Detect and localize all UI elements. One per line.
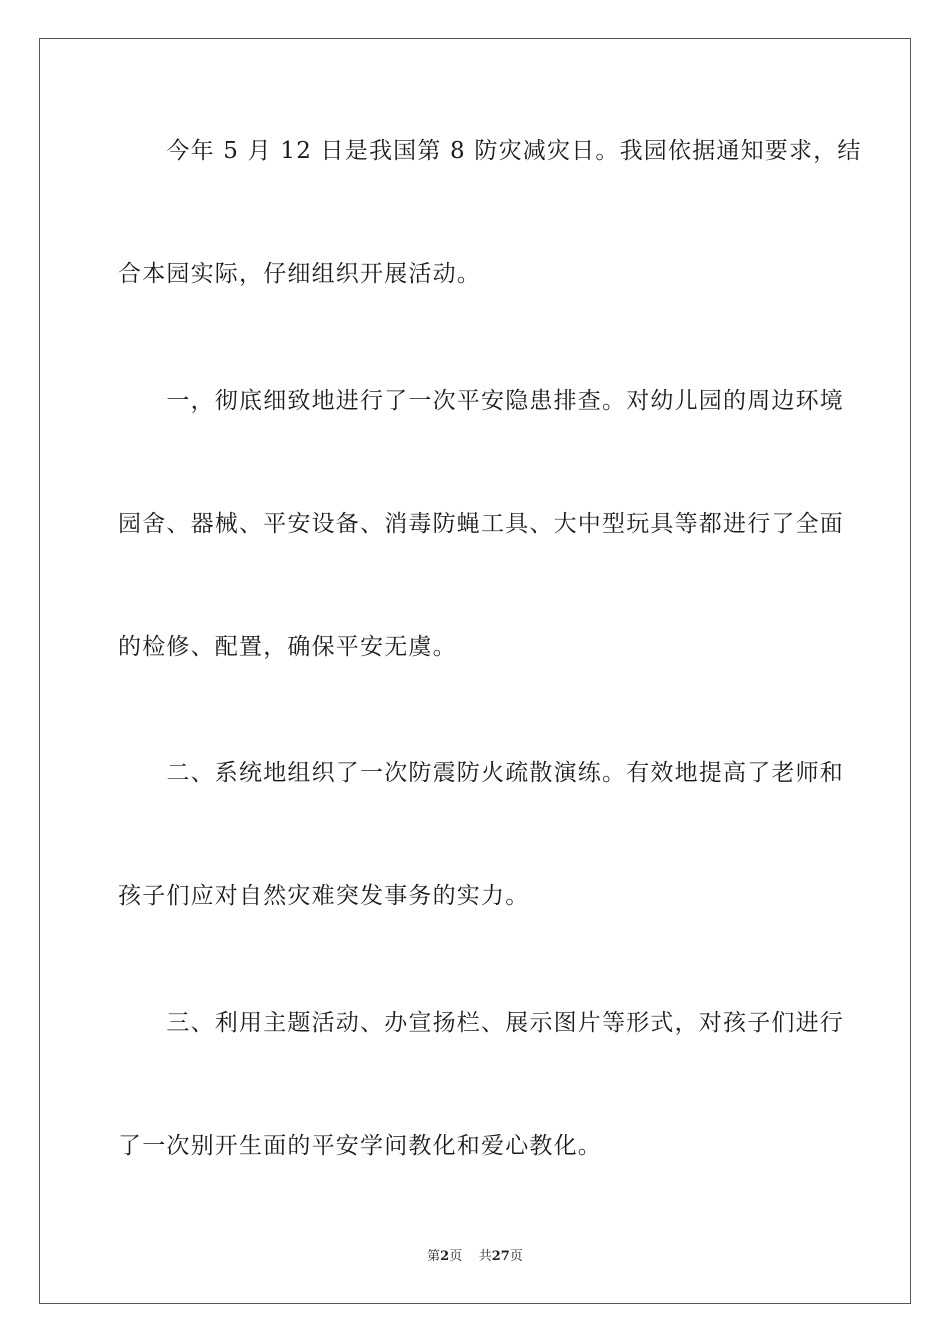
total-prefix: 共 bbox=[478, 1249, 492, 1264]
paragraph-4-line-2: 了一次别开生面的平安学问教化和爱心教化。 bbox=[118, 1133, 602, 1159]
paragraph-4-line-1: 三、利用主题活动、办宣扬栏、展示图片等形式，对孩子们进行 bbox=[118, 1010, 844, 1036]
page-prefix: 第 bbox=[427, 1249, 441, 1264]
page-suffix: 页 bbox=[449, 1249, 463, 1264]
page-number: 2 bbox=[440, 1249, 450, 1264]
total-pages: 27 bbox=[491, 1249, 510, 1264]
page-border bbox=[39, 38, 911, 1304]
paragraph-3-line-2: 孩子们应对自然灾难突发事务的实力。 bbox=[118, 883, 530, 909]
total-suffix: 页 bbox=[509, 1249, 523, 1264]
paragraph-2-line-2: 园舍、器械、平安设备、消毒防蝇工具、大中型玩具等都进行了全面 bbox=[118, 511, 844, 537]
paragraph-1-line-2: 合本园实际，仔细组织开展活动。 bbox=[118, 261, 481, 287]
paragraph-2-line-3: 的检修、配置，确保平安无虞。 bbox=[118, 634, 457, 660]
page-footer bbox=[0, 1248, 950, 1266]
paragraph-2-line-1: 一，彻底细致地进行了一次平安隐患排查。对幼儿园的周边环境 bbox=[118, 388, 844, 414]
paragraph-3-line-1: 二、系统地组织了一次防震防火疏散演练。有效地提高了老师和 bbox=[118, 760, 844, 786]
paragraph-1-line-1: 今年 5 月 12 日是我国第 8 防灾减灾日。我园依据通知要求，结 bbox=[118, 138, 862, 164]
